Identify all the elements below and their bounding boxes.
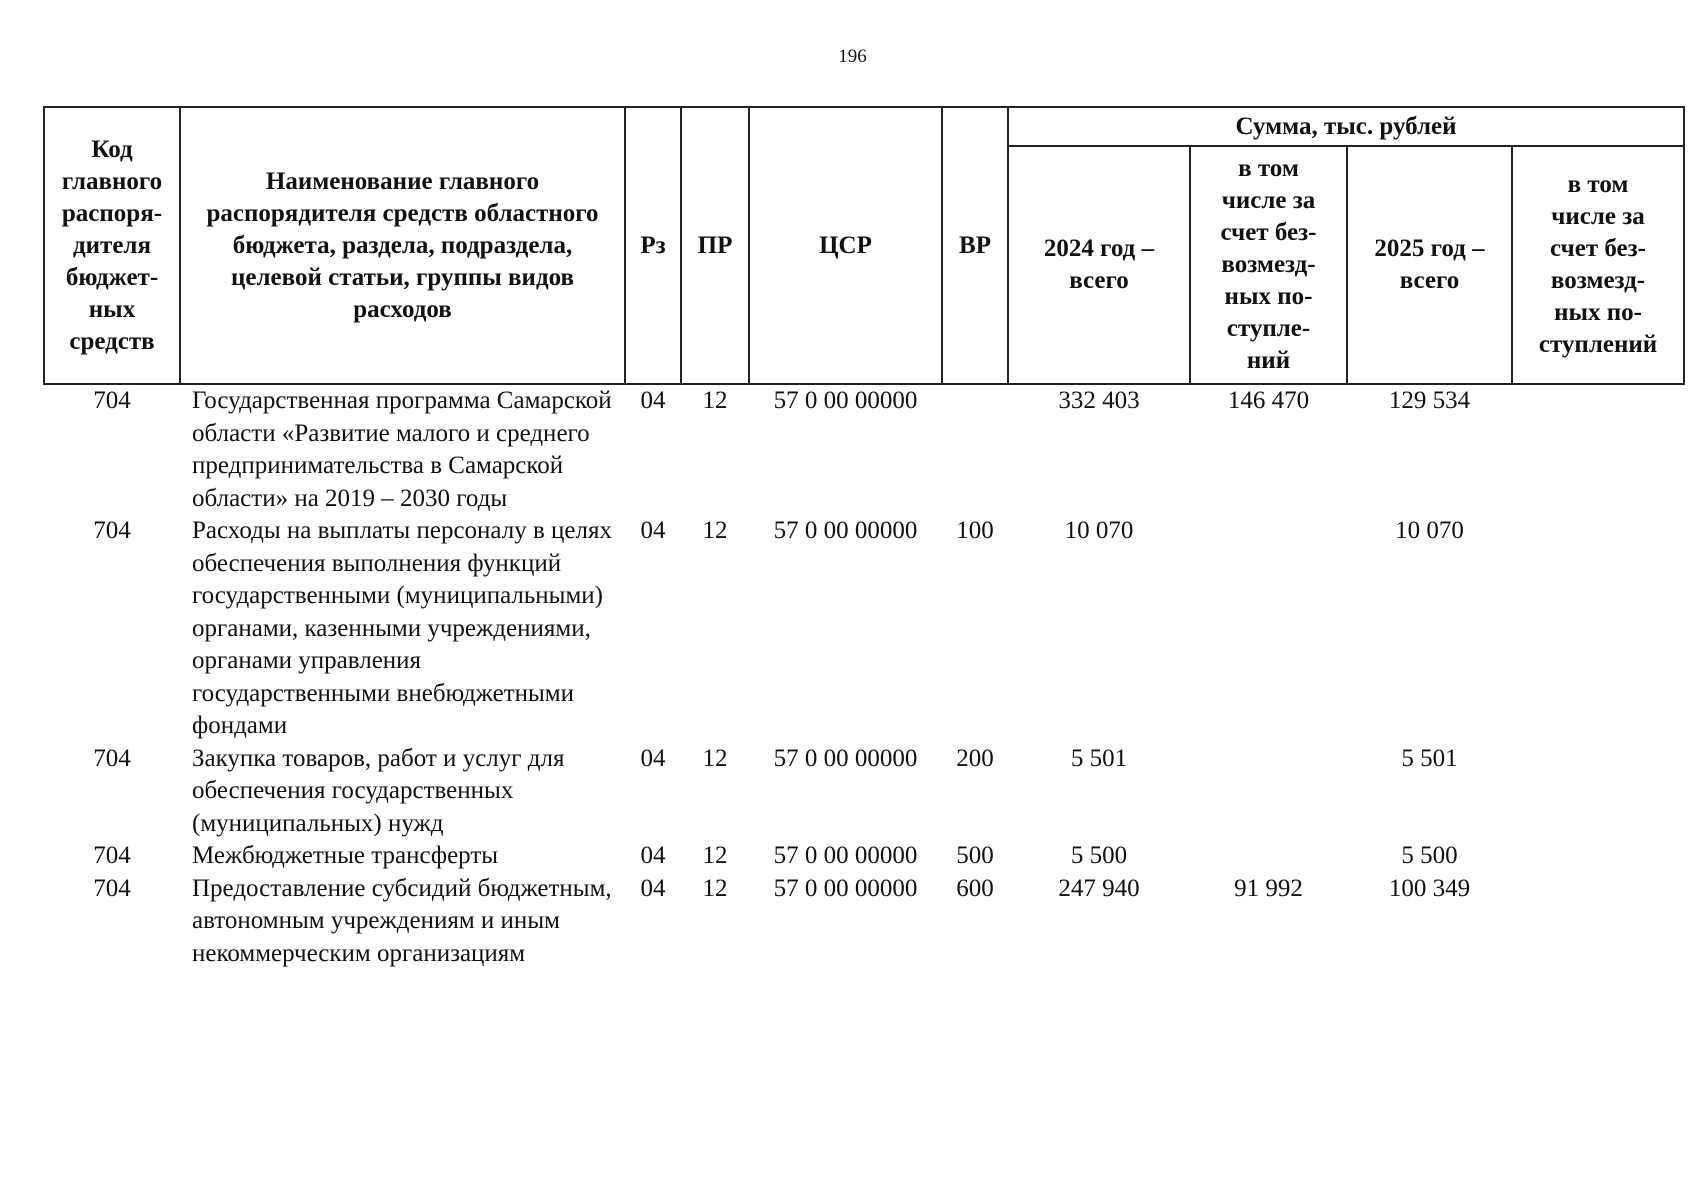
cell-2025-free [1512,515,1684,743]
table-row [44,873,1684,971]
cell-rz: 04 [640,387,666,414]
cell-pr: 12 [702,517,728,544]
cell-vr: 100 [956,517,994,544]
header-2025-total: 2025 год – всего [1347,146,1512,384]
header-pr: ПР [681,107,749,384]
cell-2024-free [1190,743,1347,841]
header-name: Наименование главного распорядителя средств областного бюджета, раздела, подраздела, целевой статьи, группы видов расходов [180,107,625,384]
header-vr: ВР [942,107,1008,384]
header-2024-free: в том числе за счет без-возмезд-ных по-ступле-ний [1190,146,1347,384]
cell-code: 704 [93,842,131,869]
cell-vr: 600 [956,874,994,902]
header-code: Код главного распоря-дителя бюджет-ных средств [44,107,180,384]
cell-csr: 57 0 00 00000 [773,387,918,414]
header-2025-free: в том числе за счет без-возмезд-ных по-ступлений [1512,146,1684,384]
table-row [44,840,1684,873]
cell-rz: 04 [640,517,666,544]
cell-pr: 12 [702,874,728,902]
table-row [44,515,1684,743]
cell-code: 704 [93,517,131,544]
cell-name: Государственная программа Самарской области «Развитие малого и среднего предпринимательства в Самарской области» на 2019 – 2030 годы [192,387,612,512]
cell-2024-free [1190,840,1347,873]
cell-name: Предоставление субсидий бюджетным, автономным учреждениям и иным некоммерческим организациям [192,874,612,967]
cell-2025-total: 5 501 [1401,744,1458,772]
cell-2025-free [1512,743,1684,841]
cell-name: Межбюджетные трансферты [192,842,499,869]
cell-2024-free: 146 470 [1227,387,1310,414]
cell-2024-total: 5 500 [1070,842,1128,869]
cell-csr: 57 0 00 00000 [773,744,918,772]
cell-code: 704 [93,874,131,902]
cell-2024-free [1190,515,1347,743]
cell-2025-total: 100 349 [1388,874,1471,902]
cell-2025-total: 10 070 [1395,517,1464,544]
cell-pr: 12 [702,387,728,414]
cell-2024-free: 91 992 [1234,874,1303,902]
cell-rz: 04 [640,874,666,902]
cell-2024-total: 332 403 [1058,387,1140,414]
cell-vr: 200 [956,744,994,772]
cell-vr: 500 [956,842,994,869]
cell-2024-total: 10 070 [1064,517,1134,544]
header-rz: Рз [625,107,681,384]
header-sum-group: Сумма, тыс. рублей [1008,107,1684,146]
cell-2025-free [1512,384,1684,515]
cell-rz: 04 [640,744,666,772]
cell-2025-total: 5 500 [1401,842,1458,869]
cell-pr: 12 [702,744,728,772]
table-header [44,107,1684,384]
cell-csr: 57 0 00 00000 [773,874,918,902]
cell-2024-total: 5 501 [1070,744,1128,772]
cell-pr: 12 [702,842,728,869]
page-number: 196 [838,46,867,67]
cell-code: 704 [93,744,131,772]
cell-name: Закупка товаров, работ и услуг для обеспечения государственных (муниципальных) нужд [192,744,565,837]
budget-table [43,106,1685,970]
header-csr: ЦСР [749,107,942,384]
cell-name: Расходы на выплаты персоналу в целях обеспечения выполнения функций государственными (муниципальными) органами, казенными учреждениями, органами управления государственными внебюджетными фондами [192,517,612,739]
table-row [44,743,1684,841]
cell-csr: 57 0 00 00000 [773,517,918,544]
cell-csr: 57 0 00 00000 [773,842,918,869]
header-2024-total: 2024 год – всего [1008,146,1190,384]
cell-vr [942,384,1008,515]
cell-code: 704 [93,387,131,414]
table-row [44,384,1684,515]
cell-2025-total: 129 534 [1388,387,1471,414]
table-body [44,384,1684,970]
cell-2025-free [1512,873,1684,971]
cell-2024-total: 247 940 [1058,874,1140,902]
cell-2025-free [1512,840,1684,873]
cell-rz: 04 [640,842,666,869]
